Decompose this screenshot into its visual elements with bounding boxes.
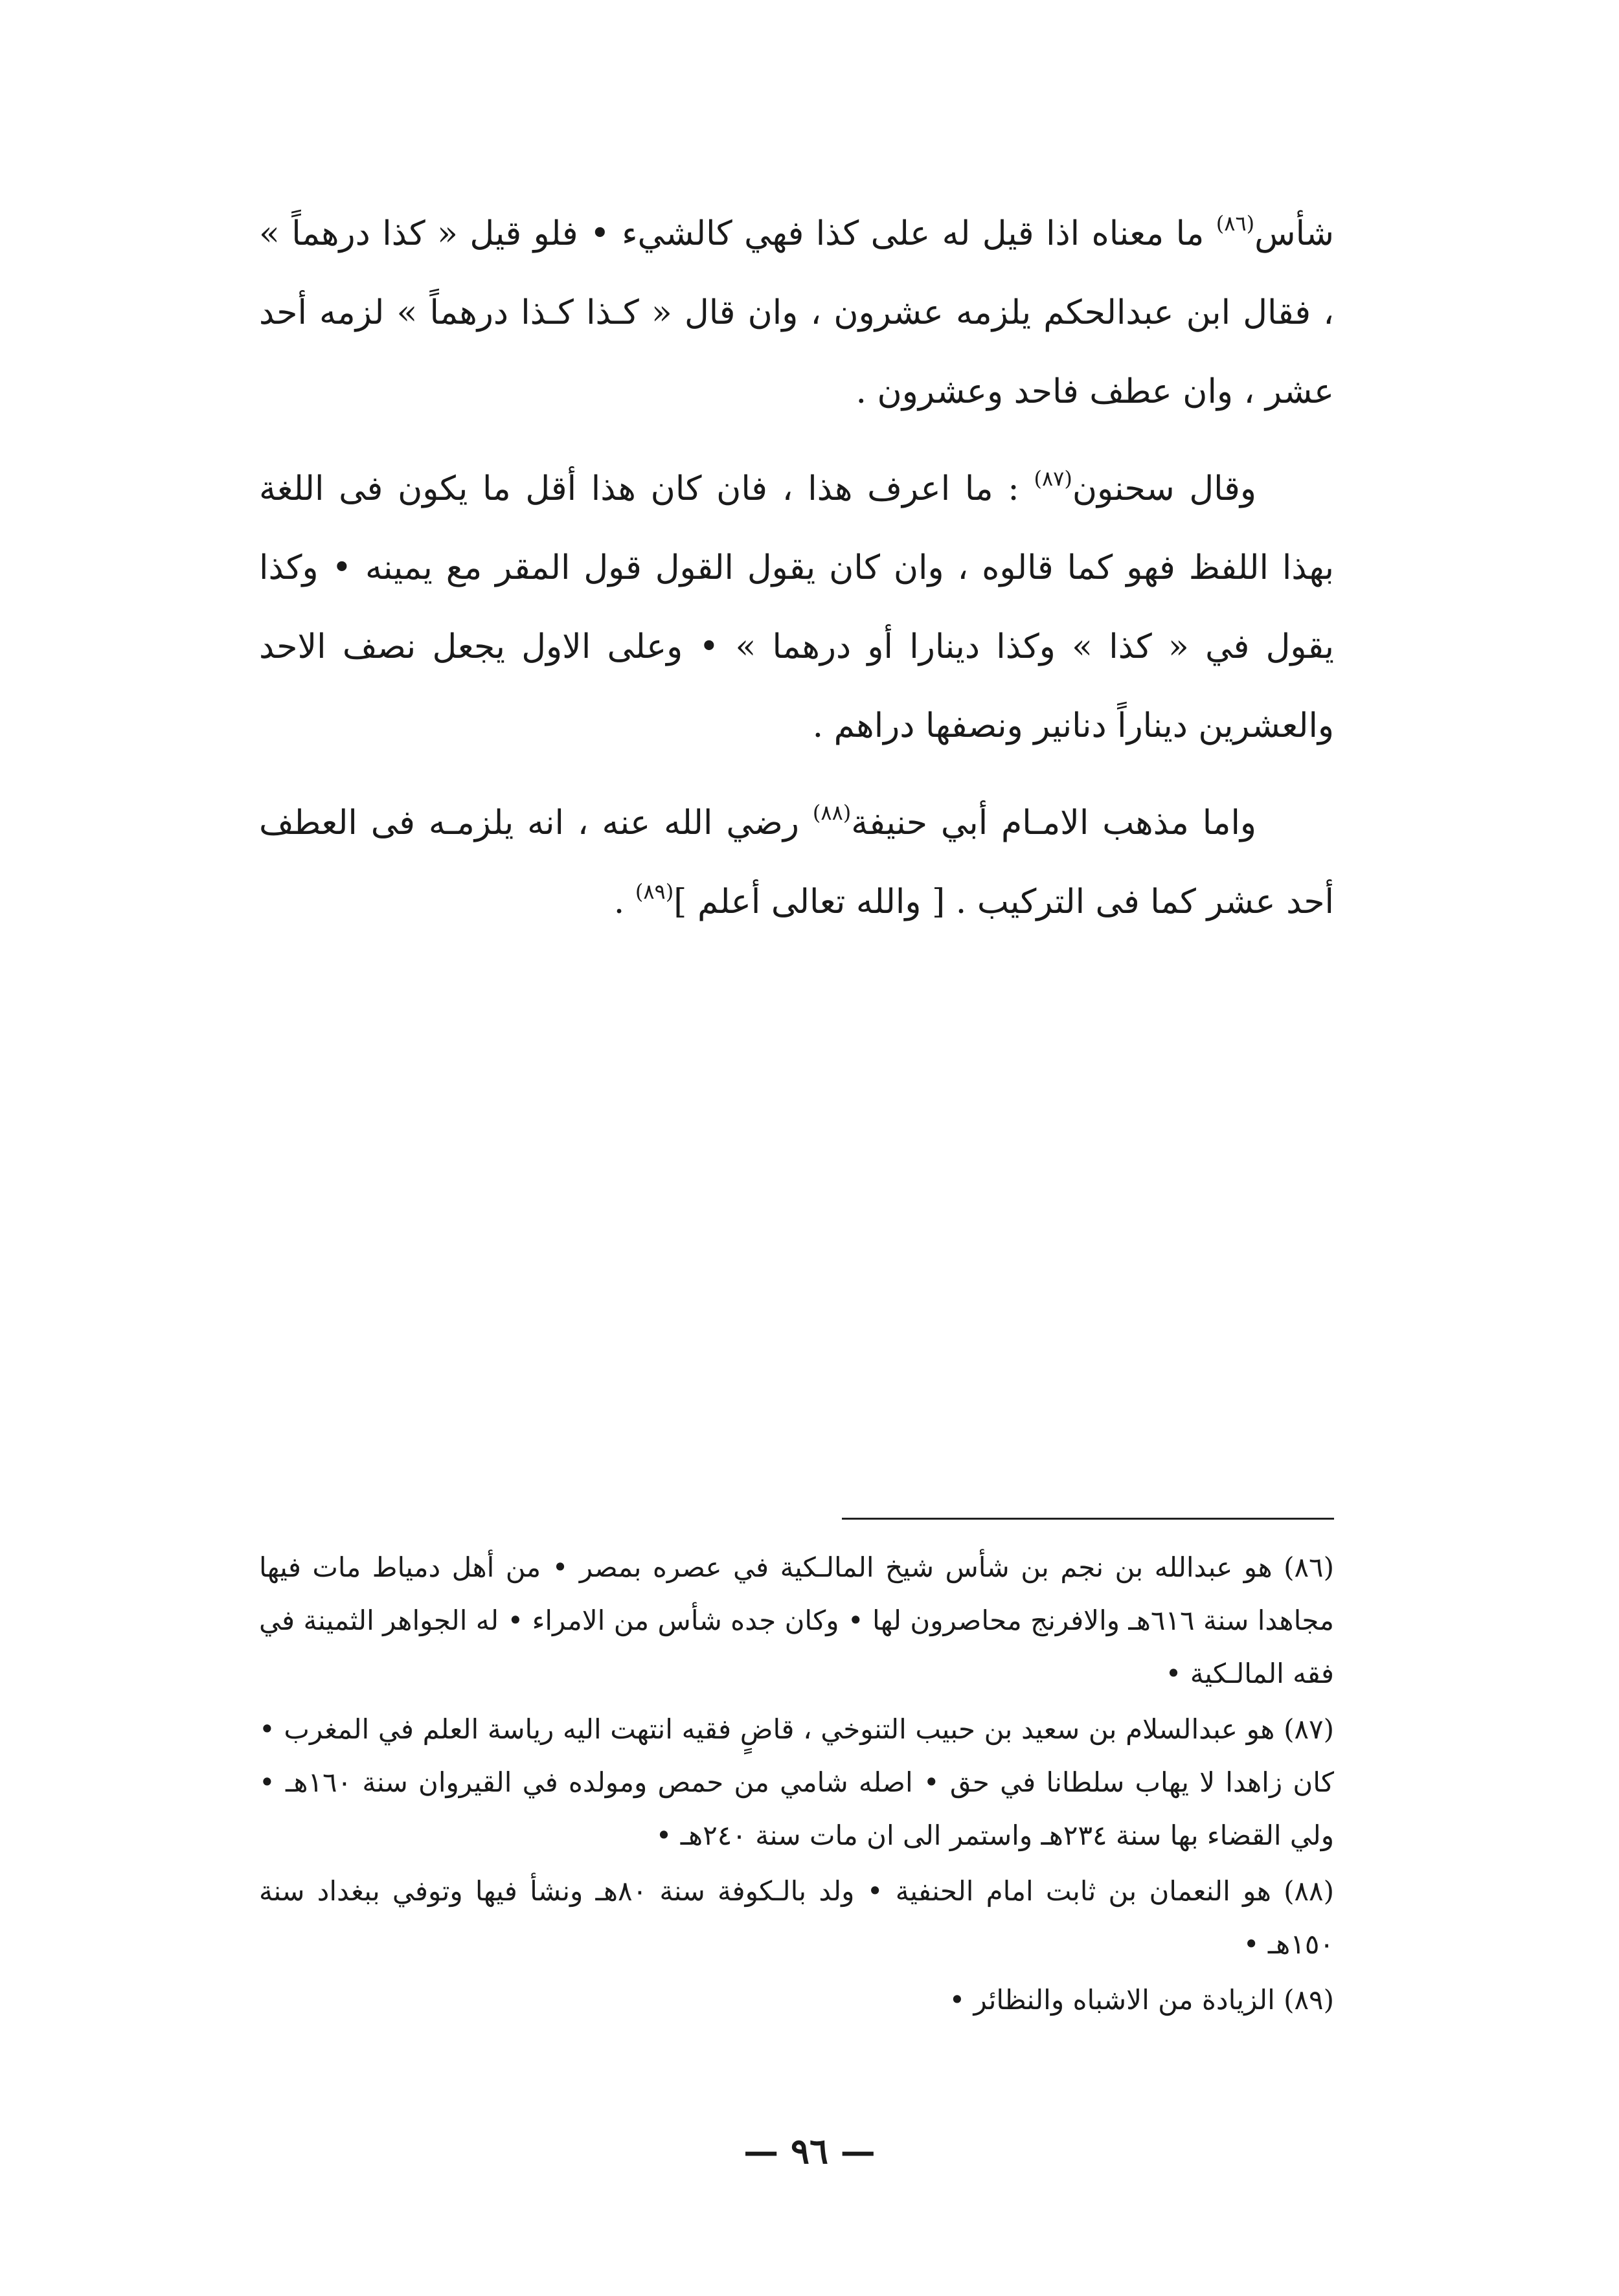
- paragraph-1: [259, 194, 1334, 431]
- footnote-ref: (٨٦): [1216, 211, 1255, 236]
- paragraph-3: [259, 783, 1334, 941]
- footnote-ref: (٨٨): [812, 800, 852, 825]
- paragraph-text: وقال سحنون: [1072, 469, 1256, 508]
- paragraph-text: واما مذهب الامـام أبي حنيفة: [851, 804, 1256, 842]
- footnote-ref: (٨٧): [1034, 466, 1072, 491]
- main-text: [259, 194, 1334, 960]
- page-number: — ٩٦ —: [743, 2130, 876, 2172]
- paragraph-2: [259, 449, 1334, 765]
- footnote-88: (٨٨) هو النعمان بن ثابت امام الحنفية • ولد بالـكوفة سنة ٨٠هـ ونشأ فيها وتوفي ببغداد سنة ١٥٠هـ •: [259, 1875, 1335, 1960]
- footnote-86: (٨٦) هو عبدالله بن نجم بن شأس شيخ المالـكية في عصره بمصر • من أهل دمياط مات فيها مجاهدا سنة ٦١٦هـ والافرنج محاصرون لها • وكان جده شأس من الامراء • له الجواهر الثمينة في فقه المالـكية •: [259, 1551, 1334, 1689]
- paragraph-text: .: [613, 883, 635, 921]
- footnote-separator: [842, 1518, 1334, 1520]
- footnote-ref: (٨٩): [635, 879, 674, 904]
- paragraph-text: : ما اعرف هذا ، فان كان هذا أقل ما يكون فى اللغة بهذا اللفظ فهو كما قالوه ، وان كان يقول القول قول المقر مع يمينه • وكذا يقول في « كذا » وكذا دينارا أو درهما » • وعلى الاول يجعل نصف الاحد والعشرين ديناراً دنانير ونصفها دراهم .: [259, 469, 1335, 745]
- paragraph-text: ما معناه اذا قيل له على كذا فهي كالشيء • فلو قيل « كذا درهماً » ، فقال ابن عبدالحكم يلزمه عشرون ، وان قال « كـذا كـذا درهماً » لزمه أحد عشر ، وان عطف فاحد وعشرون .: [259, 214, 1334, 411]
- footnotes: [259, 1541, 1334, 2029]
- paragraph-text: شأس: [1254, 214, 1334, 253]
- footnote-87: (٨٧) هو عبدالسلام بن سعيد بن حبيب التنوخي ، قاضٍ فقيه انتهت اليه رياسة العلم في المغرب • كان زاهدا لا يهاب سلطانا في حق • اصله شامي من حمص ومولده في القيروان سنة ١٦٠هـ • ولي القضاء بها سنة ٢٣٤هـ واستمر الى ان مات سنة ٢٤٠هـ •: [259, 1713, 1334, 1851]
- paragraph-text: رضي الله عنه ، انه يلزمـه فى العطف أحد عشر كما فى التركيب . [ والله تعالى أعلم ]: [259, 804, 1334, 921]
- footnote-89: (٨٩) الزيادة من الاشباه والنظائر •: [949, 1984, 1334, 2016]
